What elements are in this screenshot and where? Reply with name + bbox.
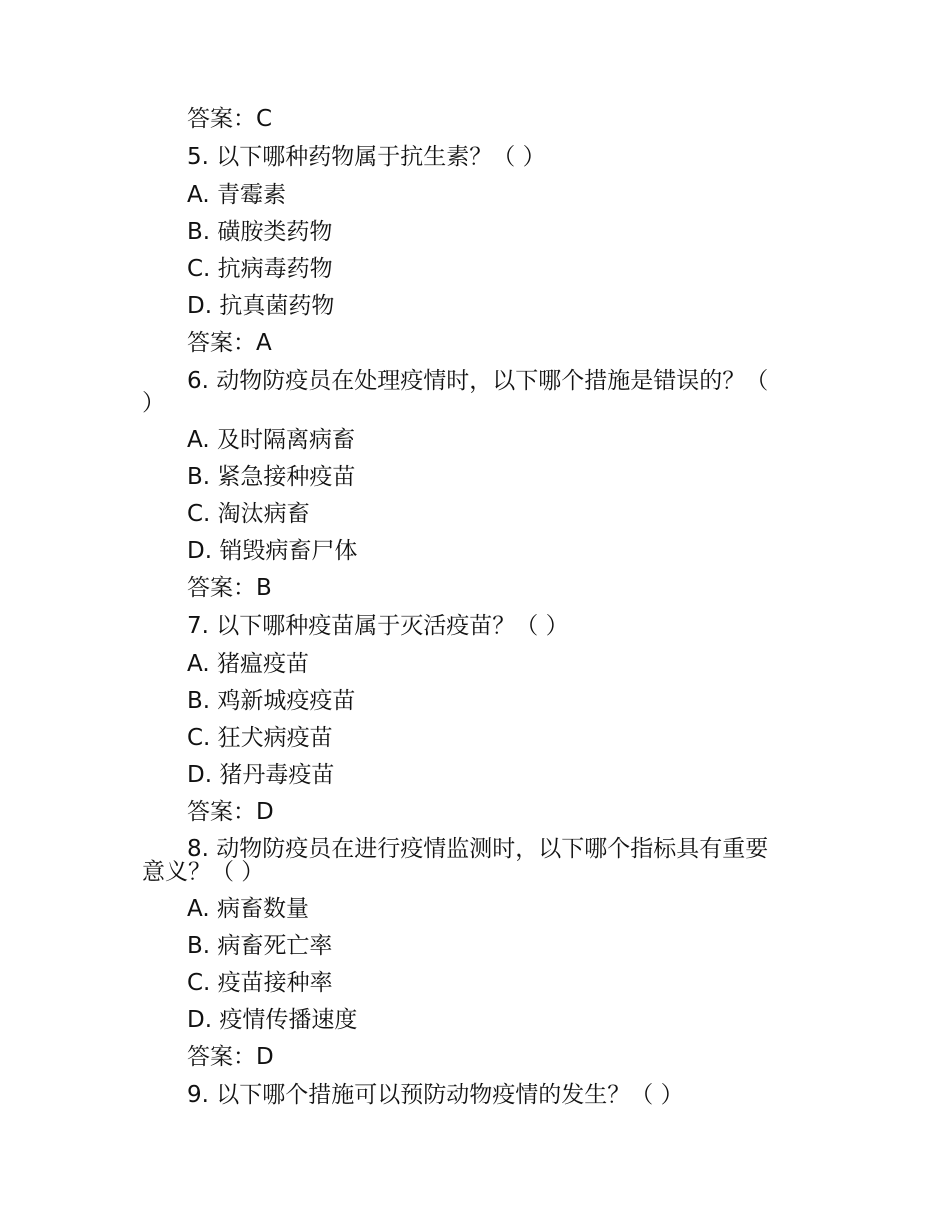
q8-option-a: A. 病畜数量 xyxy=(187,896,309,922)
question-5: 5. 以下哪种药物属于抗生素？（ ） xyxy=(187,144,546,170)
q6-option-d: D. 销毁病畜尸体 xyxy=(187,538,358,564)
q5-option-b: B. 磺胺类药物 xyxy=(187,219,333,245)
question-6-wrap: ） xyxy=(142,390,165,416)
answer-line: 答案：C xyxy=(187,106,273,132)
q5-option-a: A. 青霉素 xyxy=(187,182,286,208)
q7-option-d: D. 猪丹毒疫苗 xyxy=(187,762,335,788)
q6-option-c: C. 淘汰病畜 xyxy=(187,501,310,527)
q6-option-b: B. 紧急接种疫苗 xyxy=(187,464,356,490)
question-8: 8. 动物防疫员在进行疫情监测时，以下哪个指标具有重要 xyxy=(187,836,769,862)
q5-option-c: C. 抗病毒药物 xyxy=(187,256,333,282)
q8-option-b: B. 病畜死亡率 xyxy=(187,933,333,959)
q5-answer: 答案：A xyxy=(187,330,272,356)
q6-answer: 答案：B xyxy=(187,575,272,601)
question-7: 7. 以下哪种疫苗属于灭活疫苗？（ ） xyxy=(187,613,569,639)
q8-option-c: C. 疫苗接种率 xyxy=(187,970,333,996)
q7-option-a: A. 猪瘟疫苗 xyxy=(187,651,309,677)
q7-answer: 答案：D xyxy=(187,799,274,825)
q5-option-d: D. 抗真菌药物 xyxy=(187,293,335,319)
question-9: 9. 以下哪个措施可以预防动物疫情的发生？（ ） xyxy=(187,1082,684,1108)
question-6: 6. 动物防疫员在处理疫情时，以下哪个措施是错误的？（ xyxy=(187,368,769,394)
q7-option-c: C. 狂犬病疫苗 xyxy=(187,725,333,751)
q7-option-b: B. 鸡新城疫疫苗 xyxy=(187,688,356,714)
q8-answer: 答案：D xyxy=(187,1044,274,1070)
question-8-wrap: 意义？（ ） xyxy=(142,859,265,885)
q6-option-a: A. 及时隔离病畜 xyxy=(187,427,355,453)
q8-option-d: D. 疫情传播速度 xyxy=(187,1007,358,1033)
